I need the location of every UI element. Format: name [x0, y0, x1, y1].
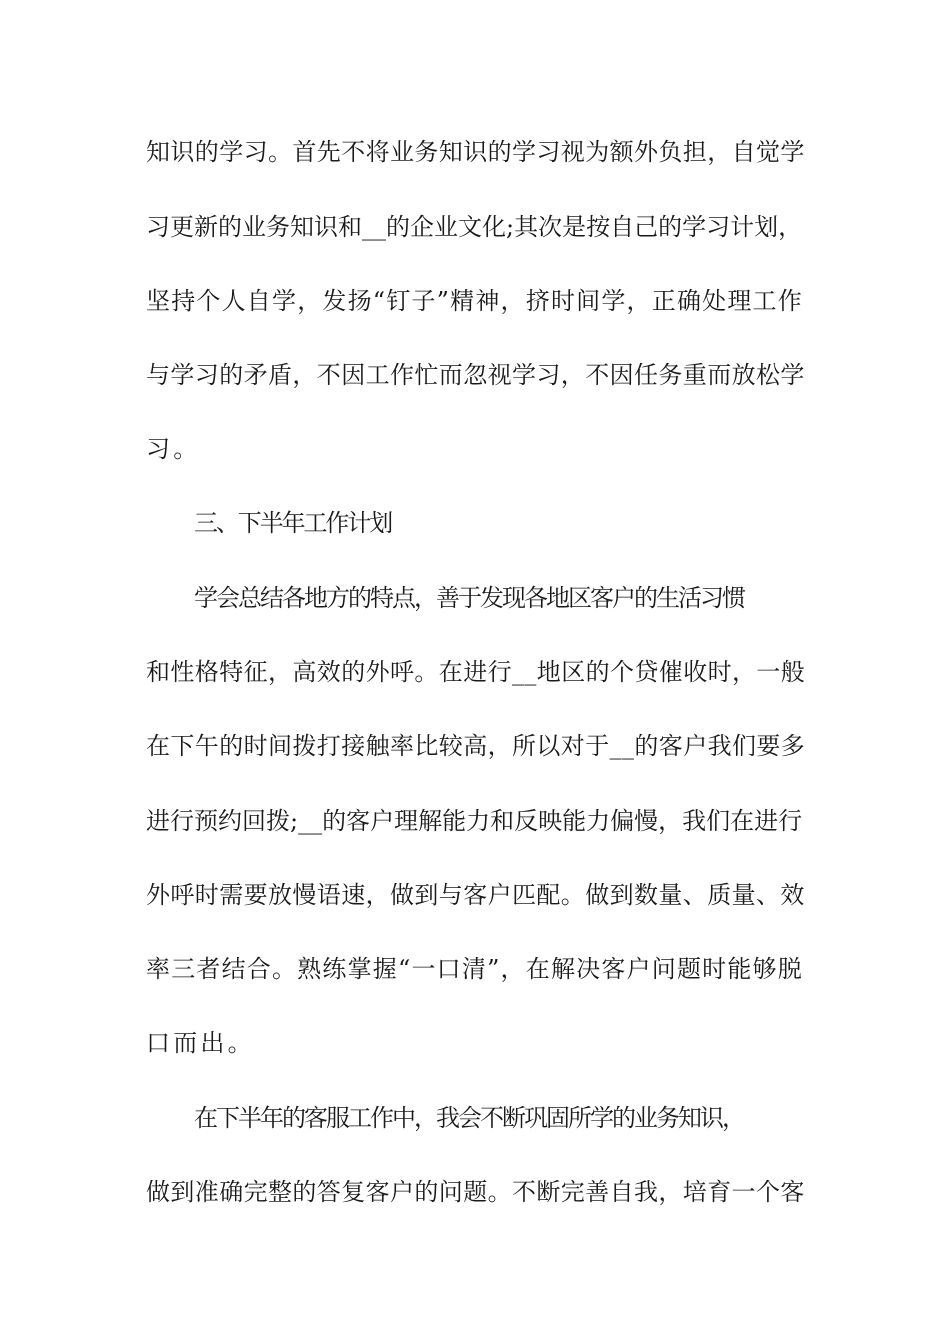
paragraph-line: 习。 — [146, 435, 201, 463]
paragraph-line: 在下午的时间拨打接触率比较高，所以对于__的客户我们要多 — [146, 732, 806, 760]
paragraph-line: 和性格特征，高效的外呼。在进行__地区的个贷催收时，一般 — [146, 658, 806, 686]
paragraph-line: 习更新的业务知识和__的企业文化;其次是按自己的学习计划， — [146, 213, 803, 241]
paragraph-line: 做到准确完整的答复客户的问题。不断完善自我，培育一个客 — [146, 1178, 805, 1206]
paragraph-line: 进行预约回拨;__的客户理解能力和反映能力偏慢，我们在进行 — [146, 807, 803, 835]
paragraph-line: 坚持个人自学，发扬“钉子”精神，挤时间学，正确处理工作 — [146, 287, 803, 315]
paragraph-line: 口而出。 — [146, 1029, 255, 1057]
paragraph-line: 学会总结各地方的特点，善于发现各地区客户的生活习惯 — [194, 584, 744, 612]
section-heading: 三、下半年工作计划 — [194, 509, 392, 537]
paragraph-line: 率三者结合。熟练掌握“一口清”，在解决客户问题时能够脱 — [146, 955, 803, 983]
paragraph-line: 在下半年的客服工作中，我会不断巩固所学的业务知识， — [194, 1104, 744, 1132]
paragraph-line: 知识的学习。首先不将业务知识的学习视为额外负担，自觉学 — [146, 138, 805, 166]
paragraph-line: 外呼时需要放慢语速，做到与客户匹配。做到数量、质量、效 — [146, 881, 805, 909]
paragraph-line: 与学习的矛盾，不因工作忙而忽视学习，不因任务重而放松学 — [146, 361, 805, 389]
